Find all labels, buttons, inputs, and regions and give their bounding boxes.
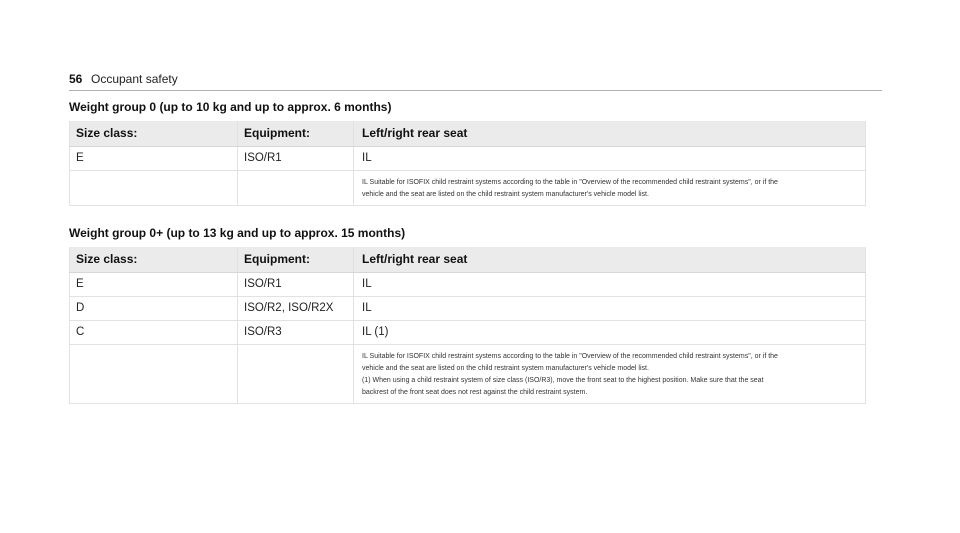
note-line: vehicle and the seat are listed on the child restraint system manufacturer's vehicle model list. [362,364,649,372]
note-line: IL Suitable for ISOFIX child restraint systems according to the table in "Overview of the recommended child restraint systems", or if the [362,352,778,360]
column-header-size-class: Size class: [70,247,238,272]
table-group-0 [69,121,866,206]
note-line: backrest of the front seat does not rest against the child restraint system. [362,388,588,396]
note-line: (1) When using a child restraint system of size class (ISO/R3), move the front seat to the highest position. Make sure that the seat [362,376,764,384]
cell-equipment: ISO/R3 [238,320,354,344]
cell-seat: IL (1) [354,320,866,344]
table-header-row [70,121,866,146]
section-title-group-0: Weight group 0 (up to 10 kg and up to approx. 6 months) [69,100,392,114]
table-row [70,272,866,296]
cell-equipment: ISO/R2, ISO/R2X [238,296,354,320]
cell-seat: IL [354,272,866,296]
table-group-0-plus [69,247,866,404]
column-header-seat: Left/right rear seat [354,247,866,272]
notes-cell [354,170,866,205]
note-line: IL Suitable for ISOFIX child restraint systems according to the table in "Overview of the recommended child restraint systems", or if the [362,178,778,186]
table-note-row [70,170,866,205]
page-number: 56 [69,72,83,86]
cell-equipment: ISO/R1 [238,146,354,170]
section-title-group-0-plus: Weight group 0+ (up to 13 kg and up to approx. 15 months) [69,226,406,240]
section-name: Occupant safety [91,72,178,86]
column-header-equipment: Equipment: [238,247,354,272]
cell-seat: IL [354,146,866,170]
page-header [69,72,882,90]
table-note-row [70,344,866,403]
table-row [70,146,866,170]
cell-size-class: E [70,146,238,170]
note-line: vehicle and the seat are listed on the child restraint system manufacturer's vehicle model list. [362,190,649,198]
notes-cell [354,344,866,403]
header-divider [69,90,882,91]
column-header-seat: Left/right rear seat [354,121,866,146]
cell-seat: IL [354,296,866,320]
table-row [70,320,866,344]
cell-size-class: E [70,272,238,296]
cell-equipment: ISO/R1 [238,272,354,296]
cell-size-class: C [70,320,238,344]
table-header-row [70,247,866,272]
cell-size-class: D [70,296,238,320]
table-row [70,296,866,320]
column-header-size-class: Size class: [70,121,238,146]
column-header-equipment: Equipment: [238,121,354,146]
